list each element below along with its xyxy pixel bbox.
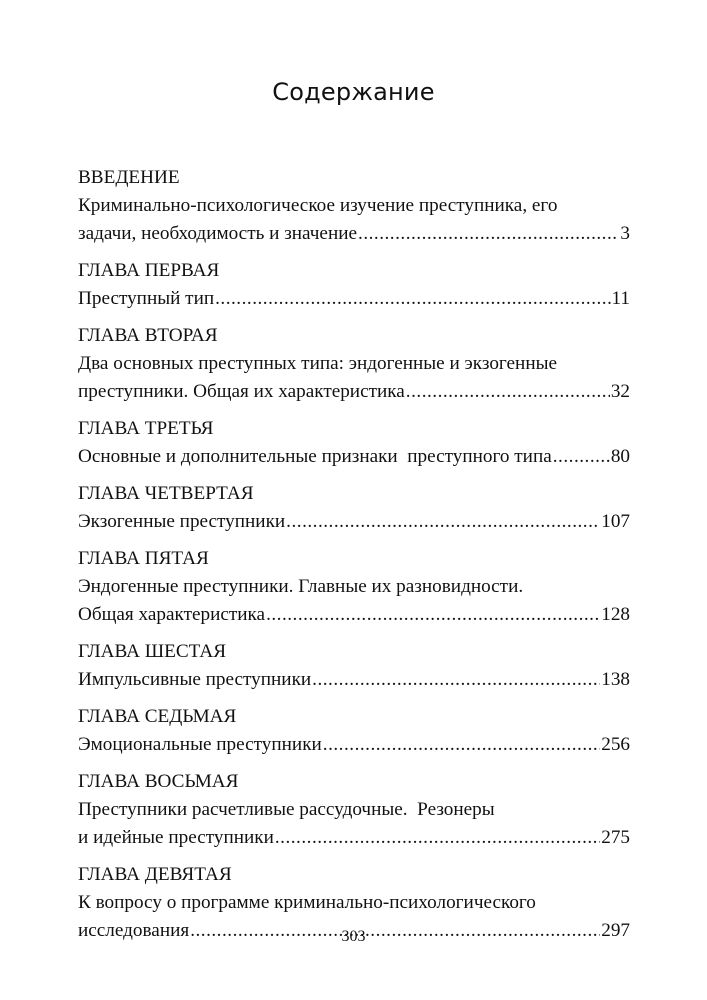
page-number: 138 [601, 669, 630, 690]
entry-heading: ГЛАВА ПЕРВАЯ [78, 260, 220, 281]
dot-leader [312, 666, 600, 694]
entry-text-line: Основные и дополнительные признаки преступного типа [78, 446, 552, 467]
dot-leader [215, 285, 610, 313]
entry-text-line: Общая характеристика [78, 604, 266, 625]
dot-leader [286, 508, 600, 536]
entry-text-line: преступники. Общая их характеристика [78, 381, 405, 402]
page-number: 297 [601, 920, 630, 941]
entry-heading: ГЛАВА ТРЕТЬЯ [78, 418, 214, 439]
dot-leader [266, 601, 600, 629]
dot-leader [323, 731, 600, 759]
entry-leader-line [78, 220, 630, 248]
entry-text-line: исследования [78, 920, 190, 941]
toc-entry [78, 322, 630, 406]
entry-leader-line [78, 731, 630, 759]
entry-leader-line [78, 601, 630, 629]
entry-text-line: Импульсивные преступники [78, 669, 312, 690]
page-number: 32 [610, 381, 630, 402]
page-title: Содержание [272, 78, 435, 106]
toc-entry [78, 415, 630, 471]
toc-entry [78, 480, 630, 536]
entry-leader-line [78, 285, 630, 313]
entry-heading: ГЛАВА ПЯТАЯ [78, 548, 209, 569]
entry-leader-line [78, 443, 630, 471]
entry-heading: ГЛАВА ВОСЬМАЯ [78, 771, 239, 792]
entry-text-line: Эндогенные преступники. Главные их разновидности. [78, 576, 524, 597]
dot-leader [553, 443, 610, 471]
entry-heading: ГЛАВА ЧЕТВЕРТАЯ [78, 483, 254, 504]
entry-leader-line [78, 666, 630, 694]
entry-heading: ГЛАВА ШЕСТАЯ [78, 641, 227, 662]
entry-leader-line [78, 824, 630, 852]
dot-leader [406, 378, 610, 406]
entry-heading: ГЛАВА ВТОРАЯ [78, 325, 218, 346]
toc-entry [78, 638, 630, 694]
entry-text-line: Преступники расчетливые рассудочные. Резонеры [78, 799, 495, 820]
folio-page-number: 303 [341, 928, 366, 945]
entry-text-line: Экзогенные преступники [78, 511, 286, 532]
entry-text-line: К вопросу о программе криминально-психологического [78, 892, 536, 913]
entry-text-line: задачи, необходимость и значение [78, 223, 358, 244]
entry-heading: ВВЕДЕНИЕ [78, 167, 180, 188]
toc-entry [78, 257, 630, 313]
dot-leader [358, 220, 619, 248]
page-number: 11 [611, 288, 630, 309]
entry-leader-line [78, 378, 630, 406]
entry-text-line: Криминально-психологическое изучение преступника, его [78, 195, 558, 216]
entry-text-line: Два основных преступных типа: эндогенные и экзогенные [78, 353, 557, 374]
page-number: 128 [601, 604, 630, 625]
page-number: 80 [610, 446, 630, 467]
entry-text-line: и идейные преступники [78, 827, 274, 848]
toc-entry [78, 164, 630, 248]
entry-leader-line [78, 508, 630, 536]
entry-text-line: Эмоциональные преступники [78, 734, 322, 755]
toc-entry [78, 768, 630, 852]
table-of-contents [78, 164, 630, 954]
dot-leader [275, 824, 600, 852]
page-number: 256 [601, 734, 630, 755]
page-number: 275 [601, 827, 630, 848]
page-number: 107 [601, 511, 630, 532]
toc-entry [78, 703, 630, 759]
entry-text-line: Преступный тип [78, 288, 215, 309]
toc-entry [78, 545, 630, 629]
entry-heading: ГЛАВА ДЕВЯТАЯ [78, 864, 232, 885]
entry-heading: ГЛАВА СЕДЬМАЯ [78, 706, 237, 727]
page-number: 3 [620, 223, 630, 244]
